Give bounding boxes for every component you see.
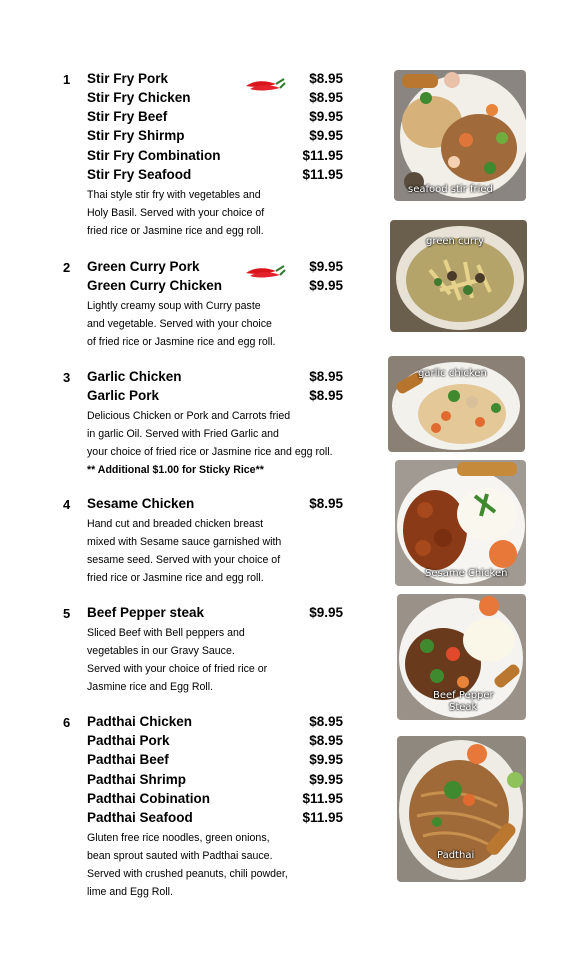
menu-item-name: Green Curry Chicken: [87, 278, 223, 293]
description-line: Gluten free rice noodles, green onions,: [87, 832, 270, 844]
padthai-photo: [397, 736, 526, 882]
photo-caption: seafood stir fried: [408, 184, 493, 195]
photo-caption: green curry: [426, 236, 484, 247]
menu-item-name: Padthai Shrimp: [87, 772, 187, 787]
garlic-chicken-photo: [388, 356, 525, 452]
menu-item-price: $9.95: [309, 109, 343, 124]
menu-item-name: Padthai Beef: [87, 752, 169, 767]
menu-item-name: Garlic Pork: [87, 388, 160, 403]
menu-item-description: [87, 186, 264, 240]
menu-item-price: $11.95: [302, 791, 343, 806]
description-line: fried rice or Jasmine rice and egg roll.: [87, 225, 264, 237]
description-line: bean sprout sauted with Padthai sauce.: [87, 850, 273, 862]
menu-item-price: $8.95: [309, 90, 343, 105]
section-number: 5: [63, 606, 71, 621]
section-number: 3: [63, 370, 71, 385]
photo-caption: Beef Pepper: [433, 690, 494, 701]
menu-item-price: $8.95: [309, 388, 343, 403]
menu-item-price: $8.95: [309, 714, 343, 729]
menu-item-price: $9.95: [309, 128, 343, 143]
menu-item-name: Stir Fry Pork: [87, 71, 169, 86]
menu-item-price: $11.95: [302, 167, 343, 182]
menu-item-name: Padthai Pork: [87, 733, 170, 748]
menu-item-name: Padthai Seafood: [87, 810, 193, 825]
photo-caption: Steak: [449, 702, 478, 713]
menu-item-description: [87, 829, 288, 901]
menu-item-name: Garlic Chicken: [87, 369, 182, 384]
section-number: 1: [63, 72, 71, 87]
menu-item-price: $11.95: [302, 810, 343, 825]
chili-pepper-icon: [244, 261, 286, 281]
description-line: mixed with Sesame sauce garnished with: [87, 536, 282, 548]
description-line: and vegetable. Served with your choice: [87, 318, 272, 330]
description-line: lime and Egg Roll.: [87, 886, 173, 898]
section-number: 4: [63, 497, 71, 512]
chili-pepper-icon: [244, 74, 286, 94]
description-line: Delicious Chicken or Pork and Carrots fried: [87, 410, 291, 422]
description-line: Lightly creamy soup with Curry paste: [87, 300, 261, 312]
description-line: in garlic Oil. Served with Fried Garlic and: [87, 428, 279, 440]
menu-item-name: Green Curry Pork: [87, 259, 200, 274]
menu-item-name: Stir Fry Seafood: [87, 167, 192, 182]
menu-item-price: $11.95: [302, 148, 343, 163]
sesame-chicken-photo: [395, 460, 526, 586]
section-number: 2: [63, 260, 71, 275]
menu-item-name: Sesame Chicken: [87, 496, 195, 511]
description-line: Served with crushed peanuts, chili powder,: [87, 868, 288, 880]
photo-caption: Padthai: [437, 850, 475, 861]
menu-item-description: [87, 624, 267, 696]
menu-item-price: $9.95: [309, 752, 343, 767]
photo-caption: garlic chicken: [418, 368, 487, 379]
photo-caption: Sesame Chicken: [425, 568, 508, 579]
menu-item-name: Stir Fry Shirmp: [87, 128, 185, 143]
menu-item-name: Padthai Chicken: [87, 714, 193, 729]
menu-item-price: $9.95: [309, 259, 343, 274]
description-line: vegetables in our Gravy Sauce.: [87, 645, 235, 657]
description-line: fried rice or Jasmine rice and egg roll.: [87, 572, 264, 584]
section-number: 6: [63, 715, 71, 730]
menu-item-description: [87, 297, 275, 351]
menu-item-price: $8.95: [309, 733, 343, 748]
description-line: Thai style stir fry with vegetables and: [87, 189, 261, 201]
menu-item-name: Stir Fry Combination: [87, 148, 221, 163]
description-line: Hand cut and breaded chicken breast: [87, 518, 264, 530]
menu-item-description: [87, 407, 333, 479]
menu-item-description: [87, 515, 281, 587]
description-line: sesame seed. Served with your choice of: [87, 554, 281, 566]
description-line: of fried rice or Jasmine rice and egg roll.: [87, 336, 276, 348]
menu-item-price: $9.95: [309, 278, 343, 293]
menu-item-name: Beef Pepper steak: [87, 605, 205, 620]
menu-item-name: Stir Fry Chicken: [87, 90, 191, 105]
menu-item-price: $9.95: [309, 605, 343, 620]
sticky-rice-note: ** Additional $1.00 for Sticky Rice**: [87, 464, 264, 476]
menu-item-name: Padthai Cobination: [87, 791, 210, 806]
description-line: Served with your choice of fried rice or: [87, 663, 268, 675]
description-line: Holy Basil. Served with your choice of: [87, 207, 265, 219]
menu-item-price: $9.95: [309, 772, 343, 787]
menu-item-price: $8.95: [309, 369, 343, 384]
description-line: your choice of fried rice or Jasmine rice and egg roll.: [87, 446, 333, 458]
menu-item-name: Stir Fry Beef: [87, 109, 168, 124]
stir-fry-photo: [394, 70, 526, 201]
description-line: Sliced Beef with Bell peppers and: [87, 627, 245, 639]
description-line: Jasmine rice and Egg Roll.: [87, 681, 214, 693]
menu-item-price: $8.95: [309, 71, 343, 86]
food-photo-image: [394, 70, 526, 201]
menu-item-price: $8.95: [309, 496, 343, 511]
beef-pepper-steak-photo: [397, 594, 526, 720]
green-curry-photo: [390, 220, 527, 332]
